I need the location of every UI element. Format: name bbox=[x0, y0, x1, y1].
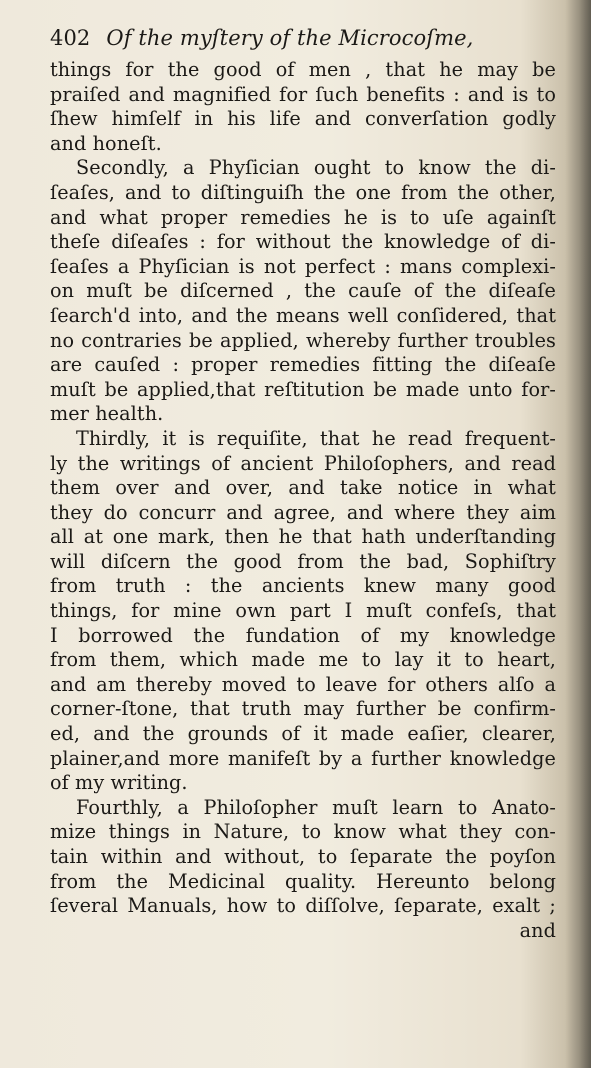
text-line: they do concurr and agree, and where they aim bbox=[50, 500, 556, 524]
text-line: ed, and the grounds of it made eaſier, clearer, bbox=[50, 722, 556, 746]
text-line: on muſt be diſcerned , the cauſe of the diſeaſe bbox=[50, 279, 556, 303]
text-line: from the Medicinal quality. Hereunto belong bbox=[50, 869, 556, 893]
catchword: and bbox=[519, 918, 556, 942]
text-line: of my writing. bbox=[50, 771, 188, 795]
text-line: and am thereby moved to leave for others alſo a bbox=[50, 672, 556, 696]
text-line: mize things in Nature, to know what they con- bbox=[50, 820, 556, 844]
text-line: ſeveral Manuals, how to diſſolve, ſeparate, exalt ; bbox=[50, 894, 556, 918]
text-line: muſt be applied,that reſtitution be made unto for- bbox=[50, 377, 556, 401]
text-line: all at one mark, then he that hath underſtanding bbox=[50, 525, 556, 549]
text-line: ſeaſes a Phyſician is not perfect : mans complexi- bbox=[50, 254, 556, 278]
paragraph bbox=[50, 427, 556, 796]
text-line: from truth : the ancients knew many good bbox=[50, 574, 556, 598]
text-line: are cauſed : proper remedies fitting the diſeaſe bbox=[50, 353, 556, 377]
body-text bbox=[50, 58, 556, 919]
text-line: ſearch'd into, and the means well conſidered, that bbox=[50, 303, 556, 327]
text-line: things for the good of men , that he may be bbox=[50, 58, 556, 81]
text-line: I borrowed the fundation of my knowledge bbox=[50, 623, 556, 647]
text-line: plainer,and more manifeſt by a further knowledge bbox=[50, 746, 556, 770]
page-header bbox=[50, 18, 556, 58]
text-line: corner-ſtone, that truth may further be confirm- bbox=[50, 697, 556, 721]
page-content bbox=[50, 18, 556, 943]
text-line: will diſcern the good from the bad, Sophiſtry bbox=[50, 549, 556, 573]
text-line: ſeaſes, and to diſtinguiſh the one from the other, bbox=[50, 180, 556, 204]
text-line: ly the writings of ancient Philoſophers, and read bbox=[50, 451, 556, 475]
paragraph bbox=[50, 796, 556, 919]
text-line: theſe diſeaſes : for without the knowledge of di- bbox=[50, 230, 556, 254]
page-number: 402 bbox=[50, 26, 91, 50]
text-line: them over and over, and take notice in what bbox=[50, 476, 556, 500]
paragraph bbox=[50, 156, 556, 427]
text-line: no contraries be applied, whereby further troubles bbox=[50, 328, 556, 352]
text-line: ſhew himſelf in his life and converſation godly bbox=[50, 107, 556, 131]
text-line: Thirdly, it is requiſite, that he read frequent- bbox=[76, 426, 556, 450]
text-line: praiſed and magnified for ſuch benefits : and is to bbox=[50, 82, 556, 106]
running-head: Of the myſtery of the Microcoſme, bbox=[106, 26, 474, 50]
paragraph bbox=[50, 58, 556, 156]
text-line: mer health. bbox=[50, 402, 164, 426]
text-line: Secondly, a Phyſician ought to know the di- bbox=[76, 156, 556, 180]
text-line: and honeſt. bbox=[50, 131, 162, 155]
text-line: things, for mine own part I muſt confeſs, that bbox=[50, 599, 556, 623]
text-line: from them, which made me to lay it to heart, bbox=[50, 648, 556, 672]
text-line: and what proper remedies he is to uſe againſt bbox=[50, 205, 556, 229]
page-gutter-shadow bbox=[565, 0, 591, 1068]
text-line: Fourthly, a Philoſopher muſt learn to Anato- bbox=[76, 795, 556, 819]
text-line: tain within and without, to ſeparate the poyſon bbox=[50, 845, 556, 868]
